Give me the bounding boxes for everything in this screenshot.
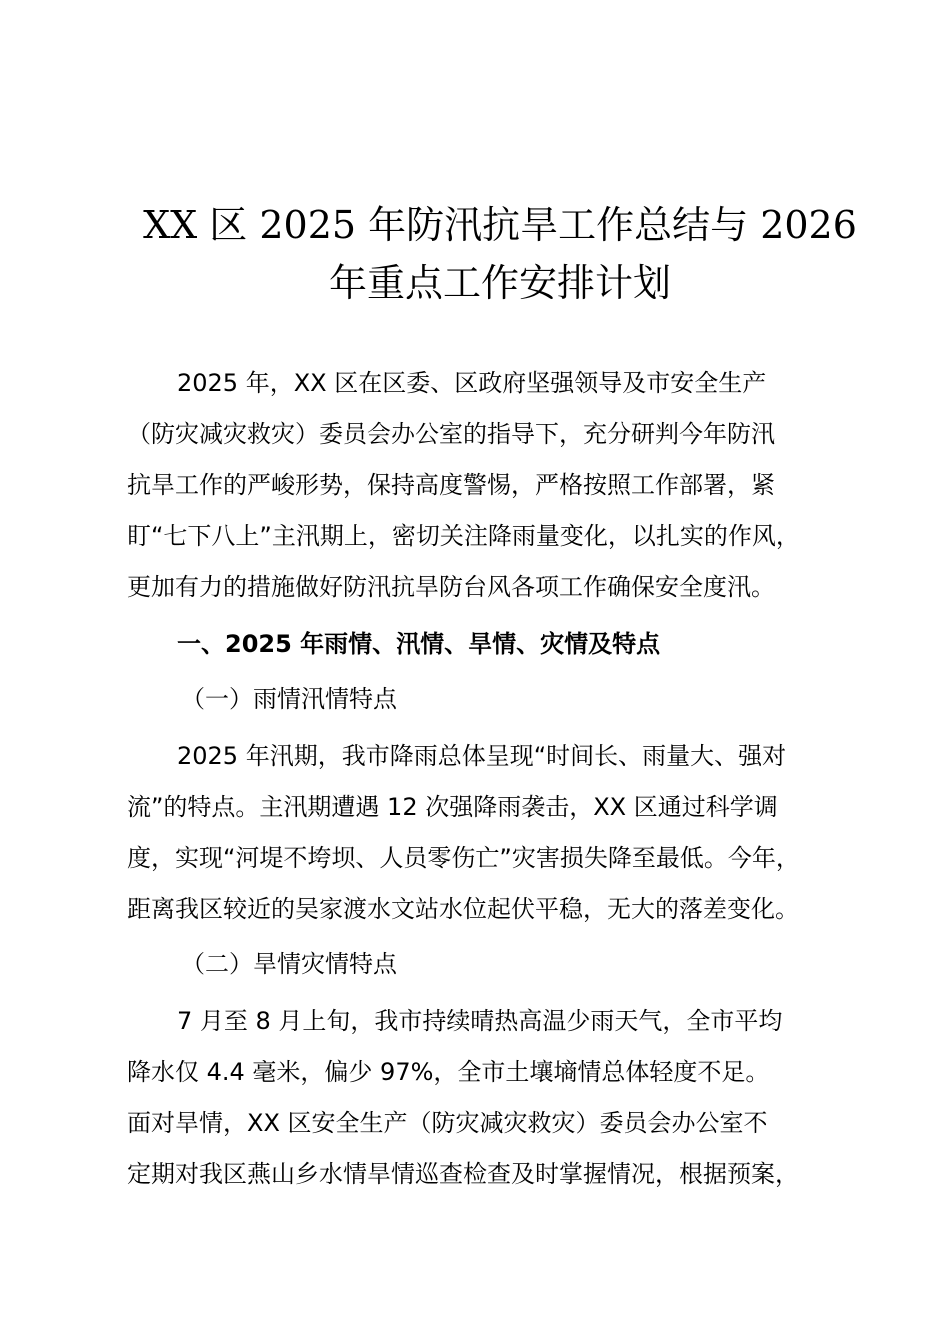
sub1-line-1: 2025 年汛期，我市降雨总体呈现“时间长、雨量大、强对 bbox=[177, 742, 787, 770]
intro-line-4: 盯“七下八上”主汛期上，密切关注降雨量变化，以扎实的作风， bbox=[127, 522, 800, 550]
subsection-1-paragraph bbox=[127, 731, 847, 935]
intro-line-2: （防灾减灾救灾）委员会办公室的指导下，充分研判今年防汛 bbox=[127, 420, 775, 448]
sub2-line-4: 定期对我区燕山乡水情旱情巡查检查及时掌握情况，根据预案， bbox=[127, 1160, 799, 1188]
title-line-2: 年重点工作安排计划 bbox=[328, 261, 671, 305]
subsection-1-heading: （一）雨情汛情特点 bbox=[181, 685, 397, 713]
sub2-line-3: 面对旱情，XX 区安全生产（防灾减灾救灾）委员会办公室不 bbox=[127, 1109, 768, 1137]
title-line-1: XX 区 2025 年防汛抗旱工作总结与 2026 bbox=[143, 203, 857, 247]
subsection-2-paragraph bbox=[127, 996, 847, 1200]
intro-line-1: 2025 年，XX 区在区委、区政府坚强领导及市安全生产 bbox=[177, 369, 767, 397]
intro-line-5: 更加有力的措施做好防汛抗旱防台风各项工作确保安全度汛。 bbox=[127, 573, 775, 601]
document-body bbox=[127, 358, 847, 1200]
sub2-line-2: 降水仅 4.4 毫米，偏少 97%，全市土壤墒情总体轻度不足。 bbox=[127, 1058, 770, 1086]
sub1-line-4: 距离我区较近的吴家渡水文站水位起伏平稳，无大的落差变化。 bbox=[127, 895, 799, 923]
subsection-2-heading: （二）旱情灾情特点 bbox=[181, 950, 397, 978]
section-1-heading: 一、2025 年雨情、汛情、旱情、灾情及特点 bbox=[177, 630, 661, 658]
sub1-line-3: 度，实现“河堤不垮坝、人员零伤亡”灾害损失降至最低。今年， bbox=[127, 844, 800, 872]
document-title bbox=[120, 196, 880, 312]
intro-paragraph bbox=[127, 358, 847, 613]
sub1-line-2: 流”的特点。主汛期遭遇 12 次强降雨袭击，XX 区通过科学调 bbox=[127, 793, 778, 821]
sub2-line-1: 7 月至 8 月上旬，我市持续晴热高温少雨天气，全市平均 bbox=[177, 1007, 783, 1035]
intro-line-3: 抗旱工作的严峻形势，保持高度警惕，严格按照工作部署，紧 bbox=[127, 471, 775, 499]
